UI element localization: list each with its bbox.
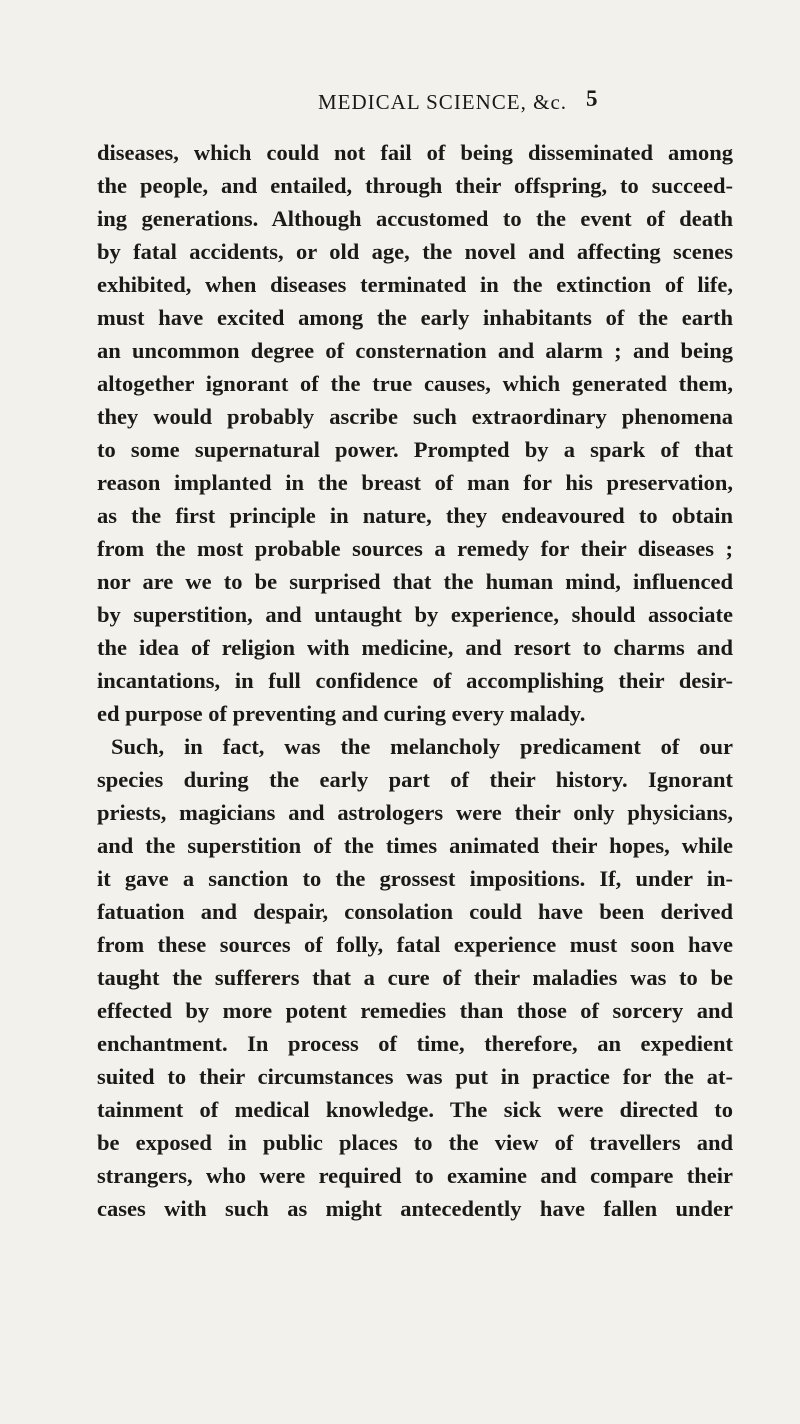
text-line: suited to their circumstances was put in practice for the at- <box>97 1064 733 1089</box>
text-line: from the most probable sources a remedy for their diseases ; <box>97 536 733 561</box>
text-line: from these sources of folly, fatal experience must soon have <box>97 932 733 957</box>
text-line: by fatal accidents, or old age, the novel and affecting scenes <box>97 239 733 264</box>
text-line: effected by more potent remedies than those of sorcery and <box>97 998 733 1023</box>
text-line: priests, magicians and astrologers were their only physicians, <box>97 800 733 825</box>
text-line: strangers, who were required to examine and compare their <box>97 1163 733 1188</box>
text-line: ed purpose of preventing and curing every malady. <box>97 701 586 726</box>
text-line: as the first principle in nature, they endeavoured to obtain <box>97 503 733 528</box>
text-line: taught the sufferers that a cure of their maladies was to be <box>97 965 733 990</box>
body-text <box>97 136 733 1225</box>
text-line: Such, in fact, was the melancholy predicament of our <box>111 734 733 759</box>
text-line: the idea of religion with medicine, and resort to charms and <box>97 635 733 660</box>
text-line: by superstition, and untaught by experience, should associate <box>97 602 733 627</box>
running-head <box>0 86 800 116</box>
text-line: cases with such as might antecedently have fallen under <box>97 1196 733 1221</box>
text-line: enchantment. In process of time, therefore, an expedient <box>97 1031 733 1056</box>
text-line: fatuation and despair, consolation could have been derived <box>97 899 733 924</box>
text-line: and the superstition of the times animated their hopes, while <box>97 833 733 858</box>
text-line: it gave a sanction to the grossest impositions. If, under in- <box>97 866 733 891</box>
text-line: to some supernatural power. Prompted by a spark of that <box>97 437 733 462</box>
text-line: tainment of medical knowledge. The sick were directed to <box>97 1097 733 1122</box>
text-line: ing generations. Although accustomed to the event of death <box>97 206 733 231</box>
text-line: nor are we to be surprised that the human mind, influenced <box>97 569 733 594</box>
text-line: exhibited, when diseases terminated in the extinction of life, <box>97 272 733 297</box>
text-line: an uncommon degree of consternation and alarm ; and being <box>97 338 733 363</box>
text-line: be exposed in public places to the view of travellers and <box>97 1130 733 1155</box>
text-line: incantations, in full confidence of accomplishing their desir- <box>97 668 733 693</box>
text-line: must have excited among the early inhabitants of the earth <box>97 305 733 330</box>
text-line: altogether ignorant of the true causes, which generated them, <box>97 371 733 396</box>
text-line: the people, and entailed, through their offspring, to succeed- <box>97 173 733 198</box>
page-number: 5 <box>586 86 598 111</box>
text-line: they would probably ascribe such extraordinary phenomena <box>97 404 733 429</box>
running-title: MEDICAL SCIENCE, &c. <box>318 90 568 114</box>
text-line: diseases, which could not fail of being disseminated among <box>97 140 733 165</box>
text-line: species during the early part of their history. Ignorant <box>97 767 733 792</box>
text-line: reason implanted in the breast of man for his preservation, <box>97 470 733 495</box>
